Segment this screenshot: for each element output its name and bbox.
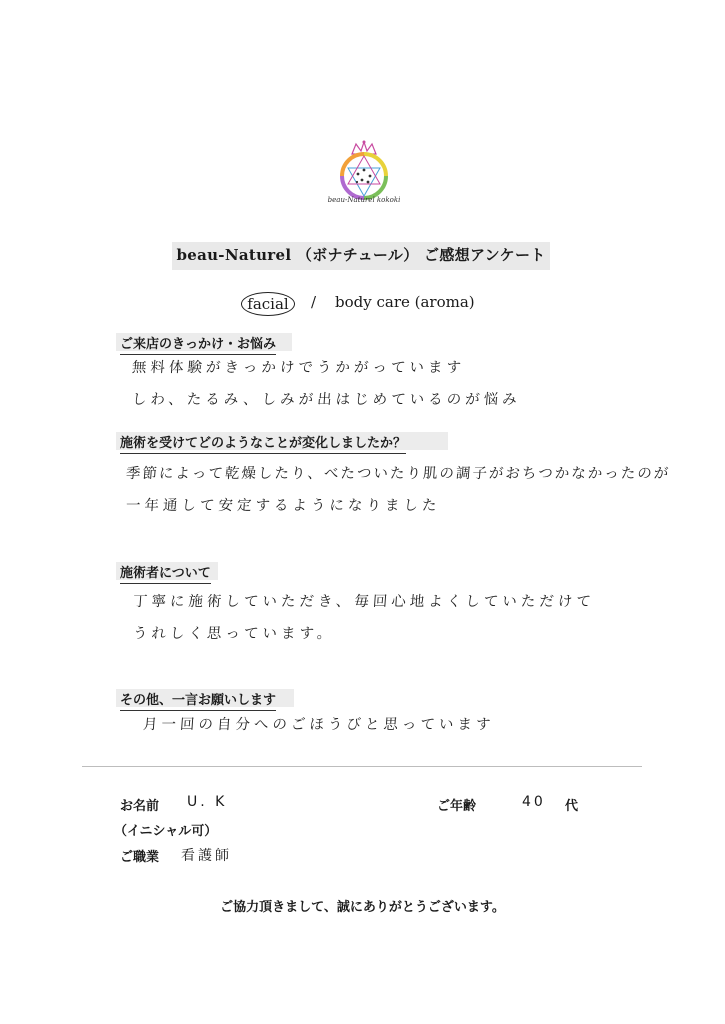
age-value: 40 <box>522 794 546 810</box>
answer-therapist-line-2: うれしく思っています。 <box>132 626 336 642</box>
page-title: beau-Naturel （ボナチュール） ご感想アンケート <box>176 246 546 264</box>
answer-other-line-1: 月一回の自分へのごほうびと思っています <box>142 717 495 733</box>
section-label-changes: 施術を受けてどのようなことが変化しましたか？ <box>120 432 406 454</box>
age-unit: 代 <box>565 799 579 814</box>
name-label: お名前 <box>120 799 160 814</box>
course-option-facial[interactable]: facial <box>241 292 295 316</box>
answer-reason-line-2: しわ、たるみ、しみが出はじめているのが悩み <box>131 392 522 408</box>
answer-reason-line-1: 無料体験がきっかけでうかがっています <box>131 360 466 376</box>
logo-caption: beau-Naturel kokoki <box>327 196 401 204</box>
course-option-body-care[interactable]: body care (aroma) <box>335 293 475 311</box>
course-separator: / <box>311 293 317 311</box>
answer-changes-line-1: 季節によって乾燥したり、べたついたり肌の調子がおちつかなかったのが <box>125 466 671 482</box>
name-value: U. K <box>187 794 228 810</box>
section-label-other: その他、一言お願いします <box>120 689 276 711</box>
initial-note: （イニシャル可） <box>114 824 218 839</box>
job-value: 看護師 <box>181 848 232 864</box>
section-label-reason: ご来店のきっかけ・お悩み <box>120 333 276 355</box>
age-label: ご年齢 <box>437 799 477 814</box>
course-selection <box>0 290 725 320</box>
answer-changes-line-2: 一年通して安定するようになりました <box>125 498 441 514</box>
logo-crown-icon <box>352 141 376 155</box>
thanks-message: ご協力頂きまして、誠にありがとうございます。 <box>220 900 505 915</box>
divider <box>82 766 642 767</box>
section-label-therapist: 施術者について <box>120 562 211 584</box>
brand-logo <box>328 140 400 220</box>
job-label: ご職業 <box>120 850 160 865</box>
answer-therapist-line-1: 丁寧に施術していただき、毎回心地よくしていただけて <box>132 594 596 610</box>
